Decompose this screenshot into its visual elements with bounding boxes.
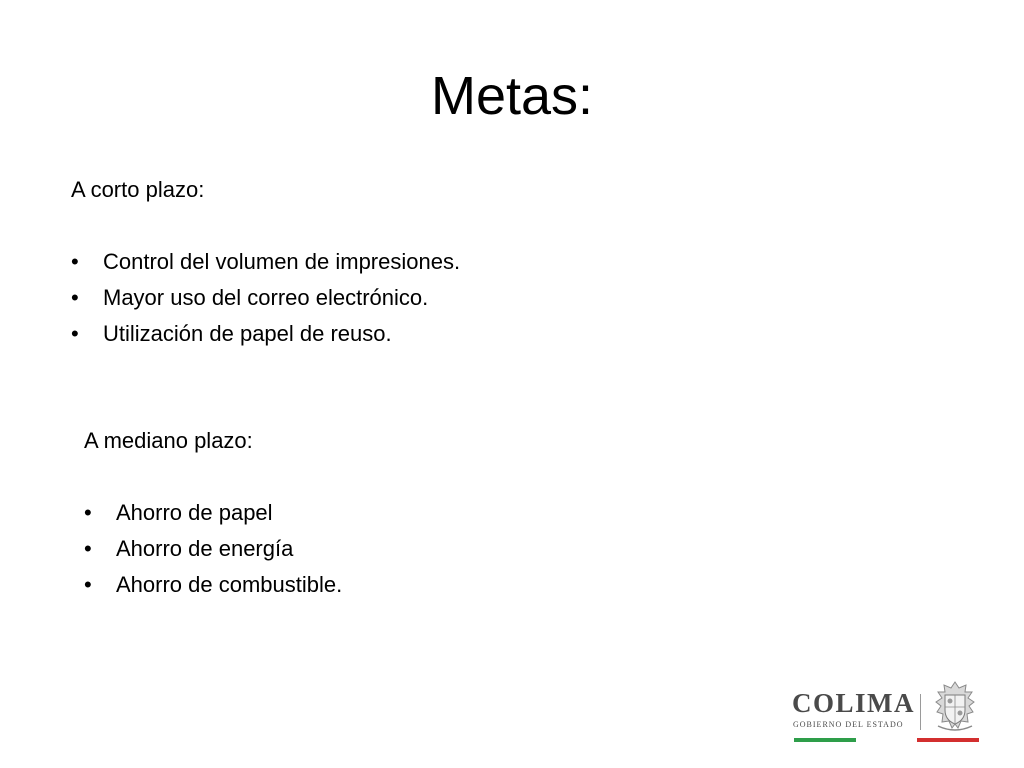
list-item [71, 316, 460, 352]
list-item [71, 280, 460, 316]
bullet-icon: • [71, 285, 79, 310]
slide-title: Metas: [430, 66, 594, 126]
list-item-text: Control del volumen de impresiones. [103, 249, 461, 274]
bullet-icon: • [84, 572, 92, 597]
list-item [84, 495, 342, 531]
flag-stripes [794, 738, 979, 742]
white-stripe [856, 738, 917, 742]
list-item-text: Ahorro de energía [116, 536, 294, 561]
list-item-text: Ahorro de combustible. [116, 572, 343, 597]
bullet-icon: • [84, 536, 92, 561]
medium-term-section [84, 423, 342, 603]
medium-term-heading: A mediano plazo: [84, 428, 253, 453]
list-item-text: Mayor uso del correo electrónico. [103, 285, 429, 310]
coat-of-arms-icon [930, 680, 980, 734]
list-item-text: Utilización de papel de reuso. [103, 321, 392, 346]
medium-term-list [84, 495, 342, 603]
list-item-text: Ahorro de papel [116, 500, 273, 525]
short-term-section [71, 172, 460, 352]
bullet-icon: • [84, 500, 92, 525]
bullet-icon: • [71, 321, 79, 346]
logo-divider [920, 694, 921, 730]
short-term-heading: A corto plazo: [71, 177, 205, 202]
bullet-icon: • [71, 249, 79, 274]
logo-subtitle: GOBIERNO DEL ESTADO [793, 720, 904, 729]
colima-logo [792, 680, 982, 745]
short-term-list [71, 244, 460, 352]
list-item [84, 531, 342, 567]
green-stripe [794, 738, 856, 742]
logo-name: COLIMA [792, 688, 915, 718]
list-item [71, 244, 460, 280]
list-item [84, 567, 342, 603]
red-stripe [917, 738, 979, 742]
